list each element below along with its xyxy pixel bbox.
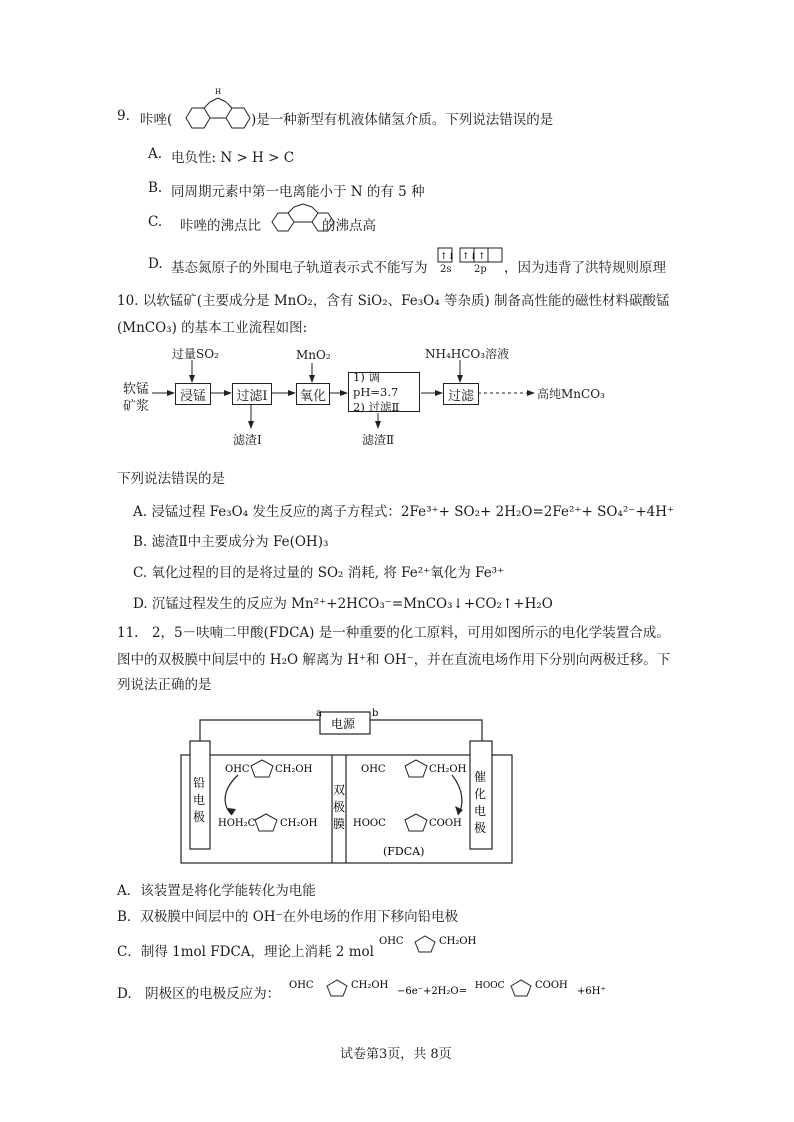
c-mol-left: OHC [379,936,404,947]
left-top-left: OHC [225,764,250,775]
q10-option-d: D. 沉锰过程发生的反应为 Mn²⁺+2HCO₃⁻=MnCO₃↓+CO₂↑+H₂O [133,596,553,612]
d-reactant-left: OHC [289,980,314,991]
q9-stem-part2: )是一种新型有机液体储氢介质。下列说法错误的是 [251,112,554,128]
q9-option-a: 电负性: N > H > C [171,150,295,166]
flow-reagent-so2: 过量SO₂ [172,347,219,361]
right-electrode-c1: 催 [474,770,487,784]
flow-start-l2: 矿浆 [123,399,150,414]
q11-stem-line2: 图中的双极膜中间层中的 H₂O 解离为 H⁺和 OH⁻，并在直流电场作用下分别向两极迁移。下 [117,652,671,668]
q9-option-c-letter: C. [148,214,163,230]
q11-option-d-prefix: D. 阴极区的电极反应为： [117,986,281,1002]
q11-stem-line3: 列说法正确的是 [117,677,212,693]
flow-reagent-mno2: MnO₂ [296,348,331,362]
d-product-left: HOOC [475,981,505,991]
d-middle: −6e⁻+2H₂O= [397,986,467,997]
orbital-label-2s: 2s [440,264,452,275]
flow-box-filter1: 过滤Ⅰ [232,383,272,405]
q11-stem-line1: 11. 2，5－呋喃二甲酸(FDCA) 是一种重要的化工原料，可用如图所示的电化学装置合成。 [117,625,670,641]
q11-option-b: B．双极膜中间层中的 OH⁻在外电场的作用下移向铅电极 [117,909,459,925]
q11-option-a: A．该装置是将化学能转化为电能 [117,883,316,899]
flow-start-l1: 软锰 [123,382,150,397]
q9-option-c-after: 的沸点高 [322,218,376,234]
q10-stem-line1: 10. 以软锰矿(主要成分是 MnO₂，含有 SiO₂、Fe₃O₄ 等杂质) 制备高性能的磁性材料碳酸锰 [117,293,670,309]
right-top-right: CH₂OH [429,764,467,775]
right-bottom-left: HOOC [353,818,386,829]
terminal-b: b [372,708,379,719]
q11-option-c: C．制得 1mol FDCA，理论上消耗 2 mol [117,944,374,960]
left-electrode-c2: 电 [193,793,206,807]
q11-option-c-structure [375,928,515,958]
q9-option-d-before: 基态氮原子的外围电子轨道表示式不能写为 [171,260,428,276]
d-end: +6H⁺ [577,986,606,997]
q9-option-c-before: 咔唑的沸点比 [180,218,261,234]
flow-box-filter: 过滤 [443,383,479,405]
terminal-a: a [316,708,322,719]
flow-box-ph-line1: 1) 调pH=3.7 [353,370,399,399]
q10-option-a: A. 浸锰过程 Fe₃O₄ 发生反应的离子方程式：2Fe³⁺+ SO₂+ 2H₂O=2Fe²⁺+ SO₄²⁻+4H⁺ [133,504,675,520]
right-bottom-right: COOH [429,818,462,829]
q9-option-d-after: ，因为违背了洪特规则原理 [504,260,666,276]
orbital-label-2p: 2p [474,264,487,275]
d-reactant-right: CH₂OH [351,980,389,991]
left-bottom-left: HOH₂C [218,818,256,829]
q9-stem-part1: 咔唑( [140,112,173,128]
q10-stem: 下列说法错误的是 [117,471,225,487]
flow-box-ph-line2: 2) 过滤Ⅱ [353,400,400,414]
d-product-right: COOH [535,980,568,991]
fdca-label: (FDCA) [383,845,425,858]
membrane-c3: 膜 [333,817,346,831]
page-footer: 试卷第3页，共 8页 [340,1047,452,1062]
svg-text:↑↓: ↑↓ [462,252,478,262]
right-top-left: OHC [361,764,386,775]
right-electrode-c3: 电 [474,804,487,818]
q9-option-b: 同周期元素中第一电离能小于 N 的有 5 种 [171,184,425,200]
c-mol-right: CH₂OH [439,936,477,947]
q10-option-b: B. 滤渣Ⅱ中主要成分为 Fe(OH)₃ [133,534,329,550]
left-bottom-right: CH₂OH [280,818,318,829]
q11-option-d-equation [287,970,617,1004]
q9-option-b-letter: B. [148,180,163,196]
flow-residue1: 滤渣Ⅰ [233,433,262,447]
right-electrode-c4: 极 [474,821,487,835]
power-supply: 电源 [331,717,356,731]
membrane-c2: 极 [333,800,346,814]
left-electrode-c1: 铅 [193,776,206,790]
q10-option-c: C. 氧化过程的目的是将过量的 SO₂ 消耗, 将 Fe²⁺氧化为 Fe³⁺ [133,565,505,581]
flow-residue2: 滤渣Ⅱ [362,433,395,447]
flow-box-oxidize: 氧化 [296,383,330,405]
flow-product: 高纯MnCO₃ [537,387,605,401]
svg-text:↑: ↑ [478,252,486,262]
left-electrode-c3: 极 [193,810,206,824]
flow-box-leach: 浸锰 [175,383,211,405]
q9-option-a-letter: A. [148,146,163,162]
q10-stem-line2: (MnCO₃) 的基本工业流程如图: [117,320,308,336]
svg-text:↑↓: ↑↓ [440,252,456,262]
right-electrode-c2: 化 [474,787,487,801]
q9-option-d-letter: D. [148,256,163,272]
carbazole-h-label: H [215,88,222,96]
flow-reagent-nh4hco3: NH₄HCO₃溶液 [425,347,510,361]
left-top-right: CH₂OH [275,764,313,775]
membrane-c1: 双 [333,783,346,797]
q9-number: 9. [117,108,130,124]
